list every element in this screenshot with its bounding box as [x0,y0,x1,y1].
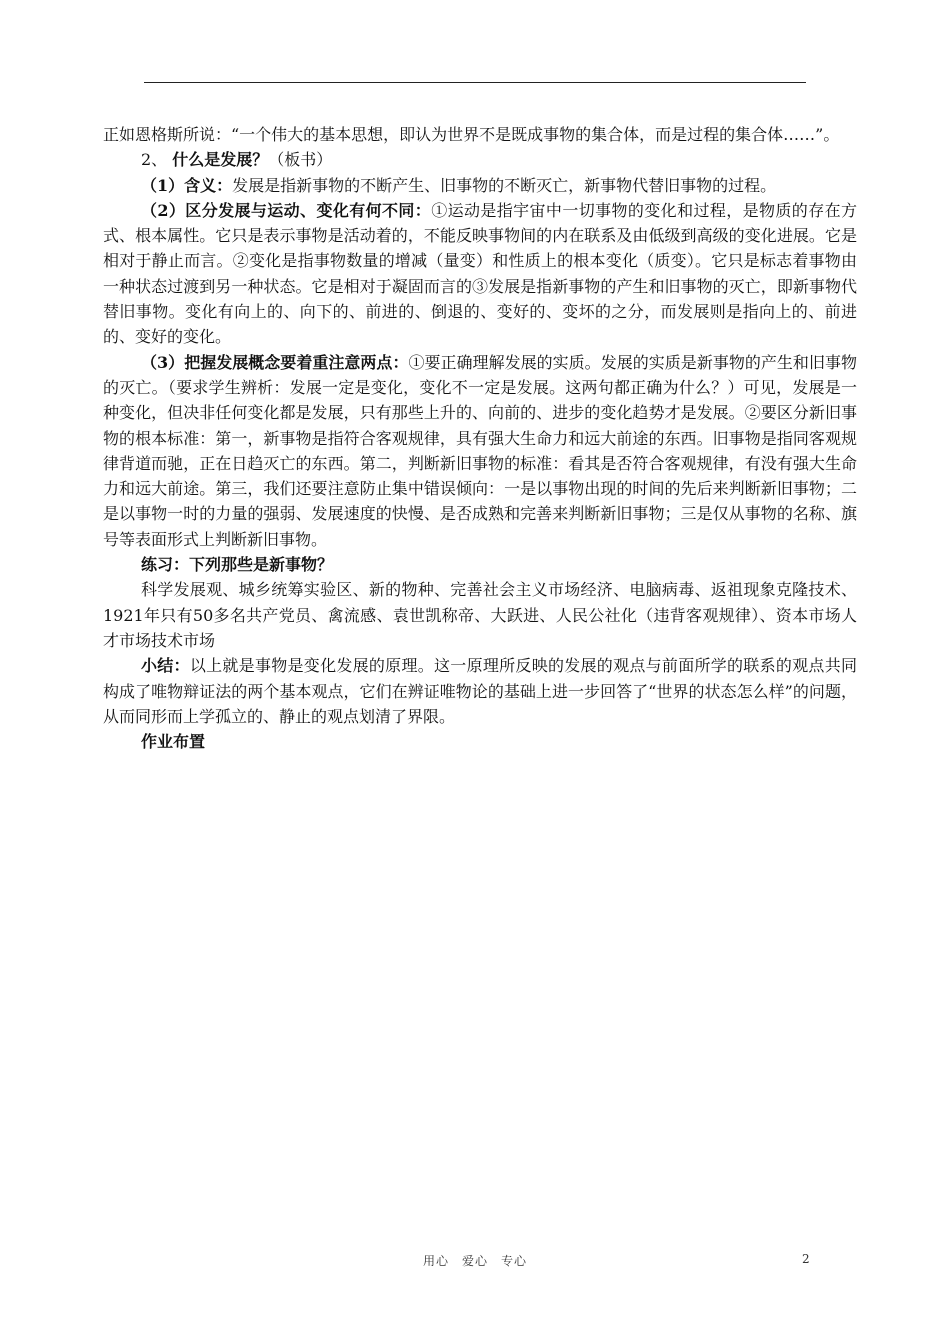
exercise-text: 科学发展观、城乡统筹实验区、新的物种、完善社会主义市场经济、电脑病毒、返祖现象克隆技术、1921年只有50多名共产党员、禽流感、袁世凯称帝、大跃进、人民公社化（违背客观规律）、资本市场人才市场技术市场 [103,580,857,650]
item-distinction [103,198,857,350]
item-definition [103,173,857,198]
item-key-points-text: ①要正确理解发展的实质。发展的实质是新事物的产生和旧事物的灭亡。（要求学生辨析：发展一定是变化，变化不一定是发展。这两句都正确为什么？）可见，发展是一种变化，但决非任何变化都是发展，只有那些上升的、向前的、进步的变化趋势才是发展。②要区分新旧事物的根本标准：第一，新事物是指符合客观规律，具有强大生命力和远大前途的东西。旧事物是指同客观规律背道而驰，正在日趋灭亡的东西。第二，判断新旧事物的标准：看其是否符合客观规律，有没有强大生命力和远大前途。第三，我们还要注意防止集中错误倾向：一是以事物出现的时间的先后来判断新旧事物；二是以事物一时的力量的强弱、发展速度的快慢、是否成熟和完善来判断新旧事物；三是仅从事物的名称、旗号等表面形式上判断新旧事物。 [103,352,857,549]
summary-label: 小结： [141,656,190,676]
summary-paragraph [103,653,857,729]
page-number: 2 [802,1252,810,1266]
item-definition-label: （1）含义： [141,175,233,195]
item-distinction-label: （2）区分发展与运动、变化有何不同： [141,200,432,220]
section-number: 2、 [141,150,168,170]
exercise-heading: 练习：下列那些是新事物？ [141,555,334,575]
document-body [103,122,857,754]
item-key-points [103,350,857,552]
footer-text: 用心 爱心 专心 [422,1254,527,1268]
section-note: （板书） [268,150,333,170]
item-key-points-label: （3）把握发展概念要着重注意两点： [141,352,409,372]
section-heading-development [103,147,857,172]
homework-heading: 作业布置 [141,732,206,752]
section-title: 什么是发展？ [172,150,269,170]
header-rule [144,82,806,83]
item-distinction-text: ①运动是指宇宙中一切事物的变化和过程，是物质的存在方式、根本属性。它只是表示事物是活动着的，不能反映事物间的内在联系及由低级到高级的变化进展。它是相对于静止而言。②变化是指事物数量的增减（量变）和性质上的根本变化（质变）。它只是标志着事物由一种状态过渡到另一种状态。它是相对于凝固而言的③发展是指新事物的产生和旧事物的灭亡，即新事物代替旧事物。变化有向上的、向下的、前进的、倒退的、变好的、变坏的之分，而发展则是指向上的、前进的、变好的变化。 [103,200,857,347]
summary-text: 以上就是事物是变化发展的原理。这一原理所反映的发展的观点与前面所学的联系的观点共同构成了唯物辩证法的两个基本观点，它们在辨证唯物论的基础上进一步回答了“世界的状态怎么样”的问题，从而同形而上学孤立的、静止的观点划清了界限。 [103,656,857,726]
paragraph-engels-quote: 正如恩格斯所说：“一个伟大的基本思想，即认为世界不是既成事物的集合体，而是过程的集合体……”。 [103,125,840,144]
item-definition-text: 发展是指新事物的不断产生、旧事物的不断灭亡，新事物代替旧事物的过程。 [232,175,777,195]
